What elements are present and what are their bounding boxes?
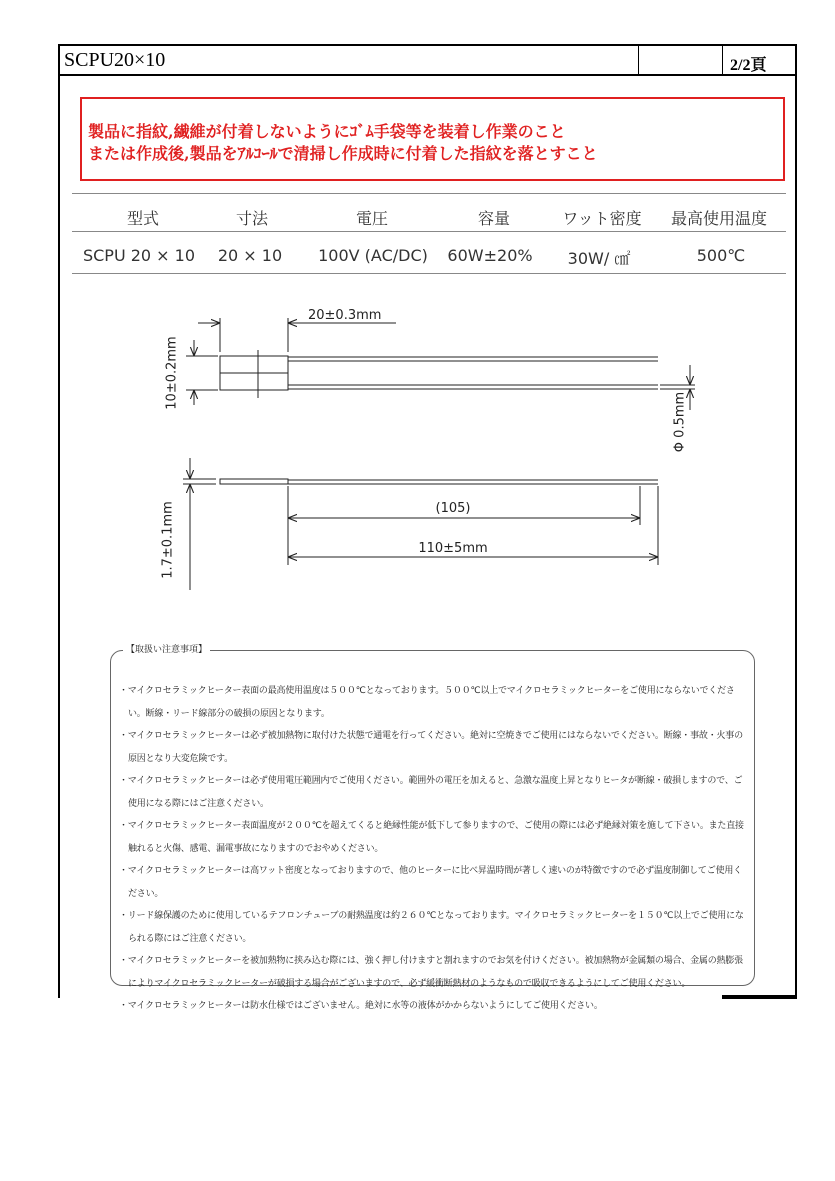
note-item: ・マイクロセラミックヒーターは高ワット密度となっておりますので、他のヒーターに比べ昇温時間が著しく速いのが特徴ですので必ず温度制御してご使用ください。 (119, 866, 742, 899)
note-item: ・マイクロセラミックヒーター表面温度が２００℃を超えてくると絶縁性能が低下して参りますので、ご使用の際には必ず絶縁対策を施して下さい。また直接触れると火傷、感電、漏電事故になりますのでおやめください。 (119, 821, 744, 854)
value-type: SCPU 20 × 10 (82, 246, 196, 265)
value-max-temp: 500℃ (696, 246, 746, 265)
note-item: ・マイクロセラミックヒーターは必ず被加熱物に取付けた状態で通電を行ってください。絶対に空焼きでご使用にはならないでください。断線・事故・火事の原因となり大変危険です。 (119, 731, 743, 764)
notes-list (119, 680, 749, 1018)
dim-lead-length-label: (105) (435, 501, 471, 516)
handling-notes-box (110, 645, 755, 1011)
header-type: 型式 (126, 209, 160, 228)
header-capacity: 容量 (477, 209, 511, 228)
dim-total-length-label: 110±5mm (418, 541, 488, 556)
page-number: 2/2頁 (730, 57, 767, 74)
notes-title: 【取扱い注意事項】 (123, 642, 210, 655)
note-item: ・マイクロセラミックヒーターは防水仕様ではございません。絶対に水等の液体がかからないようにしてご使用ください。 (119, 1001, 603, 1011)
value-voltage: 100V (AC/DC) (318, 246, 428, 265)
value-size: 20 × 10 (217, 246, 283, 265)
heater-body-side-view (220, 479, 288, 484)
value-watt-density: 30W/ ㎠ (567, 249, 631, 268)
warning-line-1: 製品に指紋,繊維が付着しないようにｺﾞﾑ手袋等を装着し作業のこと (88, 122, 566, 141)
note-item: ・リード線保護のために使用しているテフロンチューブの耐熱温度は約２６０℃となっております。マイクロセラミックヒーターを１５０℃以上でご使用になられる際にはご注意ください。 (119, 911, 744, 944)
note-item: ・マイクロセラミックヒーターを被加熱物に挟み込む際には、強く押し付けますと割れますのでお気を付けください。被加熱物が金属類の場合、金属の熱膨張によりマイクロセラミックヒーターが破損する場合がございますので、必ず緩衝断熱材のようなもので吸収できるようにしてご使用ください。 (119, 956, 743, 989)
header-voltage: 電圧 (355, 209, 389, 228)
dim-length-label: 20±0.3mm (308, 308, 382, 323)
model-name: SCPU20×10 (64, 49, 166, 71)
note-item: ・マイクロセラミックヒーター表面の最高使用温度は５００℃となっております。５００℃以上でマイクロセラミックヒーターをご使用にならないでください。断線・リード線部分の破損の原因となります。 (119, 686, 735, 719)
dim-thickness-label: 1.7±0.1mm (160, 501, 176, 579)
dim-width-label: 10±0.2mm (164, 336, 180, 410)
note-item: ・マイクロセラミックヒーターは必ず使用電圧範囲内でご使用ください。範囲外の電圧を加えると、急激な温度上昇となりヒータが断線・破損しますので、ご使用になる際にはご注意ください。 (119, 776, 743, 809)
warning-line-2: または作成後,製品をｱﾙｺｰﾙで清掃し作成時に付着した指紋を落とすこと (88, 144, 598, 163)
value-capacity: 60W±20% (447, 246, 533, 265)
header-max-temp: 最高使用温度 (670, 209, 768, 228)
dim-lead-diameter-label: Φ 0.5mm (672, 391, 688, 453)
header-watt-density: ワット密度 (562, 209, 642, 228)
header-size: 寸法 (235, 209, 269, 228)
